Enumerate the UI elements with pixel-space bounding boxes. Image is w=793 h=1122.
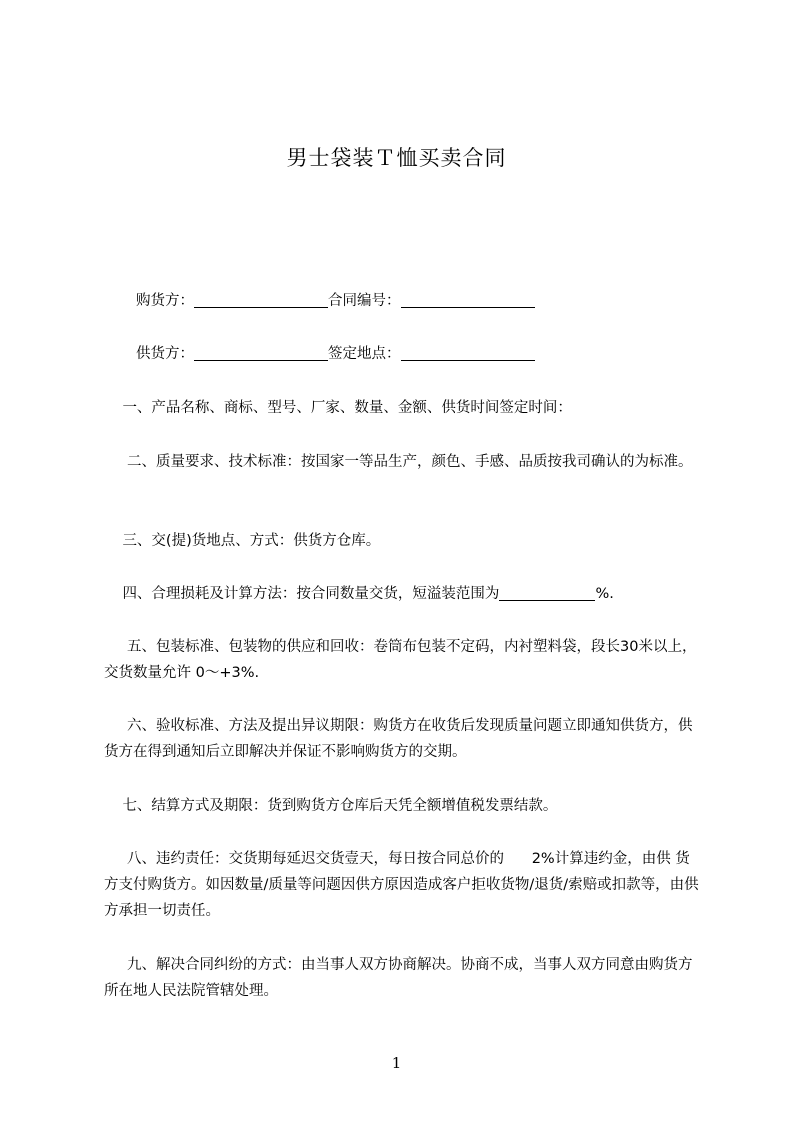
buyer-contract-row [136,288,535,314]
clause-8: 八、违约责任：交货期每延迟交货壹天，每日按合同总价的 2%计算违约金，由供 货方支付购货方。如因数量/质量等问题因供方原因造成客户拒收货物/退货/索赔或扣款等，由供方承担一切责任。 [104,851,699,919]
clause-3: 三、交(提)货地点、方式：供货方仓库。 [104,533,381,549]
buyer-label: 购货方： [136,293,194,309]
buyer-blank [194,289,328,308]
clause-4 [104,581,702,607]
page-number: 1 [391,1054,402,1072]
sign-place-label: 签定地点： [328,346,401,362]
clause-6: 六、验收标准、方法及提出异议期限：购货方在收货后发现质量问题立即通知供货方，供货方在得到通知后立即解决并保证不影响购货方的交期。 [104,718,693,760]
clause-2: 二、质量要求、技术标准：按国家一等品生产，颜色、手感、品质按我司确认的为标准。 [104,454,693,470]
clause-7: 七、结算方式及期限：货到购货方仓库后天凭全额增值税发票结款。 [104,798,558,814]
contract-no-blank [401,289,535,308]
clause-4-text: 四、合理损耗及计算方法：按合同数量交货，短溢装范围为 [104,586,500,602]
clause-9: 九、解决合同纠纷的方式：由当事人双方协商解决。协商不成，当事人双方同意由购货方所在地人民法院管辖处理。 [104,957,693,999]
supplier-label: 供货方： [136,346,194,362]
clause-1: 一、产品名称、商标、型号、厂家、数量、金额、供货时间签定时间： [104,400,572,416]
overflow-range-blank [499,582,595,601]
supplier-place-row [136,341,535,367]
clause-5: 五、包装标准、包装物的供应和回收：卷筒布包装不定码，内衬塑料袋，段长30米以上，交货数量允许 0～+3%. [104,639,697,681]
sign-place-blank [401,342,535,361]
contract-no-label: 合同编号： [328,293,401,309]
supplier-blank [194,342,328,361]
clause-4-suffix: %. [595,586,614,602]
page-title: 男士袋装Ｔ恤买卖合同 [286,146,507,170]
